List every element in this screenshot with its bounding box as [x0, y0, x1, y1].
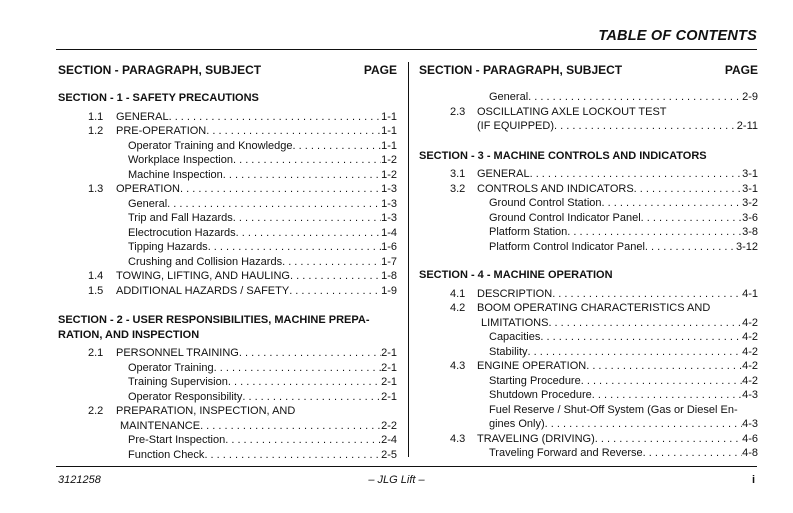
entry-page: 2-1 — [381, 361, 397, 374]
entry-label: Starting Procedure — [489, 374, 581, 387]
entry-page: 1-7 — [381, 255, 397, 268]
toc-entry[interactable] — [419, 301, 758, 316]
entry-label: TRAVELING (DRIVING) — [477, 432, 595, 445]
entry-label: gines Only) — [489, 418, 545, 430]
entry-page: 3-12 — [735, 240, 758, 253]
toc-subentry[interactable] — [58, 240, 397, 255]
entry-number: 1.5 — [88, 284, 104, 297]
entry-number: 2.3 — [450, 105, 466, 118]
toc-entry[interactable] — [419, 167, 758, 182]
entry-label: Ground Control Indicator Panel — [489, 211, 641, 224]
toc-subentry[interactable] — [419, 211, 758, 226]
entry-number: 1.1 — [88, 110, 104, 123]
toc-subentry[interactable] — [419, 446, 758, 461]
entry-page: 4-2 — [742, 345, 758, 358]
toc-entry[interactable] — [58, 182, 397, 197]
entry-label: OSCILLATING AXLE LOCKOUT TEST — [477, 105, 667, 118]
entry-label: (IF EQUIPPED) — [477, 120, 555, 132]
entry-number: 4.1 — [450, 287, 466, 300]
toc-subentry[interactable] — [419, 240, 758, 255]
entry-number: 3.1 — [450, 168, 466, 180]
entry-label: Platform Control Indicator Panel — [489, 240, 645, 253]
entry-label: MAINTENANCE — [120, 419, 201, 432]
entry-label: DESCRIPTION — [477, 287, 553, 300]
entry-page: 1-2 — [381, 168, 397, 181]
toc-subentry[interactable] — [58, 211, 397, 226]
page-number: i — [751, 474, 755, 486]
toc-subentry[interactable] — [58, 433, 397, 448]
toc-subentry[interactable] — [58, 375, 397, 390]
entry-number: 4.3 — [450, 360, 466, 372]
entry-label: Operator Training — [128, 361, 214, 374]
toc-subentry[interactable] — [58, 255, 397, 270]
entry-number: 4.2 — [450, 302, 466, 314]
toc-subentry[interactable] — [419, 225, 758, 240]
toc-entry-continued[interactable] — [62, 419, 397, 434]
entry-label: BOOM OPERATING CHARACTERISTICS AND — [477, 302, 711, 314]
entry-page: 1-3 — [381, 197, 397, 210]
toc-subentry[interactable] — [58, 153, 397, 168]
toc-subentry[interactable] — [58, 390, 397, 405]
toc-right-column — [419, 62, 758, 461]
entry-label: ENGINE OPERATION — [477, 360, 587, 372]
entry-page: 3-8 — [742, 226, 758, 238]
entry-label: General — [128, 197, 168, 210]
entry-page: 4-2 — [742, 360, 758, 372]
entry-label: General — [489, 91, 529, 103]
entry-label: TOWING, LIFTING, AND HAULING — [116, 270, 290, 282]
section-heading: SECTION - 2 - USER RESPONSIBILITIES, MACHINE PREPA- — [58, 314, 370, 326]
entry-page: 1-4 — [381, 226, 397, 239]
header-subject: SECTION - PARAGRAPH, SUBJECT — [58, 63, 262, 77]
toc-subentry[interactable] — [58, 197, 397, 212]
entry-label: Operator Responsibility — [128, 390, 243, 403]
entry-label: Stability — [489, 345, 528, 358]
toc-entry-continued[interactable] — [423, 316, 758, 331]
entry-page: 4-3 — [742, 418, 758, 430]
column-divider — [408, 62, 409, 457]
entry-page: 4-2 — [742, 316, 758, 329]
entry-label: Fuel Reserve / Shut-Off System (Gas or Diesel En- — [489, 403, 738, 416]
entry-label: Function Check — [128, 448, 205, 461]
toc-entry[interactable] — [419, 359, 758, 374]
toc-entry[interactable] — [419, 105, 758, 120]
entry-label: GENERAL — [477, 168, 530, 180]
toc-subentry[interactable] — [419, 196, 758, 211]
entry-label: Traveling Forward and Reverse — [489, 447, 643, 459]
page-title: TABLE OF CONTENTS — [598, 28, 757, 44]
entry-number: 1.3 — [88, 183, 104, 195]
toc-subentry[interactable] — [419, 388, 758, 403]
toc-entry[interactable] — [419, 432, 758, 447]
toc-subentry[interactable] — [419, 330, 758, 345]
entry-page: 4-2 — [742, 374, 758, 387]
toc-entry[interactable] — [58, 110, 397, 125]
entry-page: 3-6 — [742, 211, 758, 224]
column-header — [58, 62, 397, 78]
entry-label: Shutdown Procedure — [489, 389, 592, 401]
entry-page: 1-3 — [381, 183, 397, 195]
section-heading-continued: RATION, AND INSPECTION — [58, 328, 200, 341]
entry-page: 1-9 — [381, 284, 397, 297]
section-heading: SECTION - 4 - MACHINE OPERATION — [419, 269, 613, 281]
entry-label: Capacities — [489, 331, 541, 343]
entry-label: Platform Station — [489, 226, 568, 238]
entry-page: 2-11 — [736, 120, 758, 132]
entry-page: 2-1 — [381, 390, 397, 403]
toc-entry-continued[interactable] — [419, 119, 758, 134]
toc-subentry[interactable] — [419, 345, 758, 360]
entry-page: 1-8 — [381, 270, 397, 282]
toc-entry[interactable] — [58, 346, 397, 361]
entry-page: 1-6 — [381, 241, 397, 253]
entry-label: Tipping Hazards — [128, 241, 208, 253]
document-number: 3121258 — [58, 474, 101, 486]
entry-page: 3-2 — [742, 197, 758, 209]
toc-entry[interactable] — [419, 182, 758, 197]
toc-entry[interactable] — [58, 124, 397, 139]
entry-page: 2-2 — [381, 419, 397, 432]
section-heading: SECTION - 3 - MACHINE CONTROLS AND INDICATORS — [419, 149, 707, 162]
entry-label: Trip and Fall Hazards — [128, 212, 233, 224]
toc-subentry[interactable] — [58, 139, 397, 154]
toc-entry[interactable] — [58, 284, 397, 299]
header-subject: SECTION - PARAGRAPH, SUBJECT — [419, 63, 623, 77]
entry-label: Electrocution Hazards — [128, 226, 236, 239]
section-heading: SECTION - 1 - SAFETY PRECAUTIONS — [58, 92, 259, 104]
toc-subentry[interactable] — [58, 226, 397, 241]
toc-subentry-continued[interactable] — [419, 417, 758, 432]
toc-subentry[interactable] — [419, 374, 758, 389]
toc-subentry[interactable] — [419, 403, 758, 418]
entry-page: 1-1 — [381, 110, 397, 123]
entry-number: 3.2 — [450, 182, 466, 195]
entry-label: OPERATION — [116, 183, 180, 195]
entry-page: 1-2 — [381, 154, 397, 166]
header-page: PAGE — [724, 63, 758, 77]
entry-number: 2.2 — [88, 405, 104, 417]
toc-left-column — [58, 62, 397, 462]
entry-page: 4-2 — [742, 331, 758, 343]
entry-label: Crushing and Collision Hazards — [128, 255, 283, 268]
entry-label: ADDITIONAL HAZARDS / SAFETY — [116, 284, 290, 297]
entry-page: 4-1 — [742, 287, 758, 300]
entry-label: CONTROLS AND INDICATORS — [477, 182, 634, 195]
entry-page: 3-1 — [742, 182, 758, 195]
entry-label: PREPARATION, INSPECTION, AND — [116, 405, 296, 417]
entry-page: 1-3 — [381, 212, 397, 224]
entry-page: 1-1 — [381, 125, 397, 137]
entry-label: LIMITATIONS — [481, 316, 549, 329]
entry-page: 4-8 — [742, 447, 758, 459]
toc-subentry[interactable] — [58, 361, 397, 376]
entry-label: Workplace Inspection — [128, 154, 233, 166]
entry-label: GENERAL — [116, 110, 169, 123]
entry-number: 4.3 — [450, 432, 466, 445]
entry-label: Ground Control Station — [489, 197, 602, 209]
entry-page: 2-9 — [742, 91, 758, 103]
header-page: PAGE — [363, 63, 397, 77]
toc-subentry[interactable] — [58, 168, 397, 183]
bottom-rule — [56, 466, 757, 467]
entry-number: 1.4 — [88, 270, 104, 282]
toc-entry[interactable] — [58, 269, 397, 284]
entry-page: 3-1 — [742, 168, 758, 180]
entry-page: 2-1 — [381, 347, 397, 359]
toc-subentry[interactable] — [419, 90, 758, 105]
top-rule — [56, 49, 757, 50]
entry-label: Pre-Start Inspection — [128, 434, 226, 446]
footer-brand: – JLG Lift – — [368, 474, 425, 486]
entry-page: 2-1 — [381, 376, 397, 388]
toc-subentry[interactable] — [58, 448, 397, 463]
toc-entry[interactable] — [419, 287, 758, 302]
entry-label: Machine Inspection — [128, 168, 223, 181]
entry-page: 1-1 — [381, 139, 397, 152]
column-header — [419, 62, 758, 78]
entry-label: PERSONNEL TRAINING — [116, 347, 239, 359]
entry-label: Operator Training and Knowledge — [128, 139, 293, 152]
entry-page: 2-5 — [381, 448, 397, 461]
entry-page: 2-4 — [381, 434, 397, 446]
entry-number: 1.2 — [88, 125, 104, 137]
entry-page: 4-6 — [742, 432, 758, 445]
toc-entry[interactable] — [58, 404, 397, 419]
entry-page: 4-3 — [742, 389, 758, 401]
entry-label: Training Supervision — [128, 376, 228, 388]
entry-number: 2.1 — [88, 347, 104, 359]
entry-label: PRE-OPERATION — [116, 125, 207, 137]
